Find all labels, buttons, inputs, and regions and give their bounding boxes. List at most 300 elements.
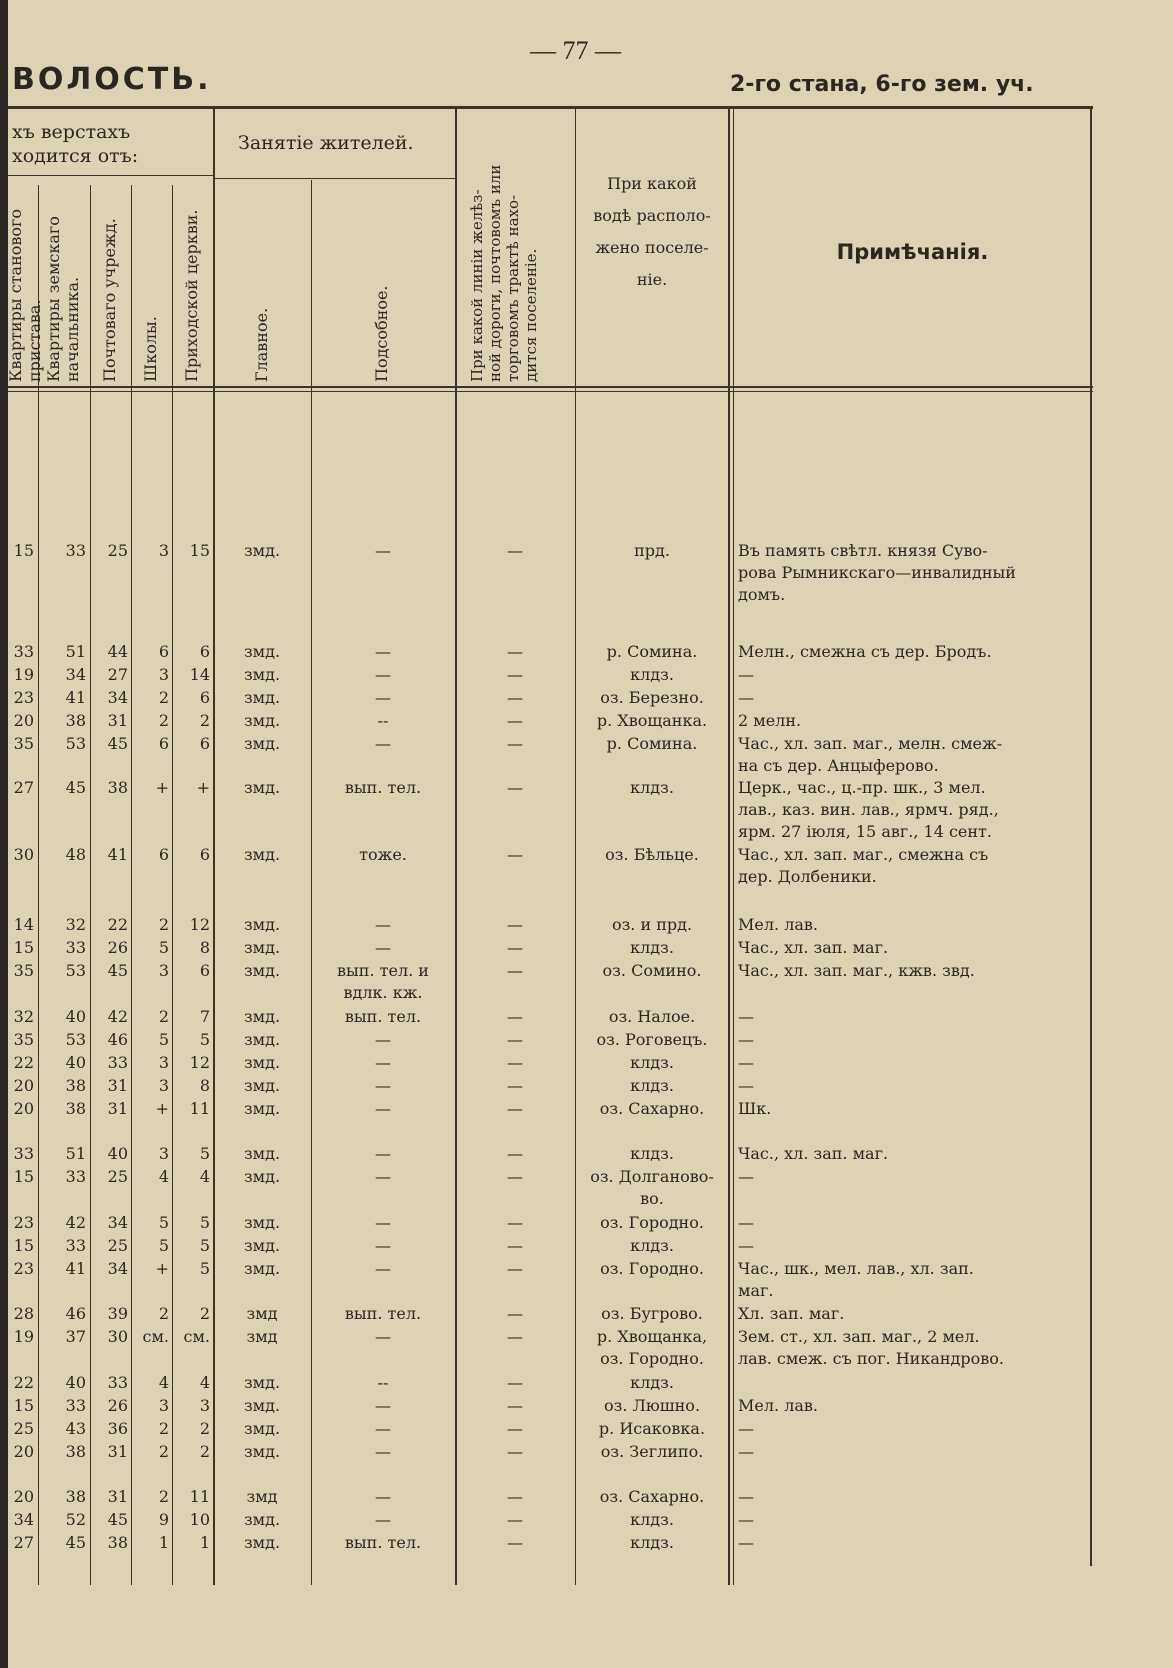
cell-c2 (40, 960, 86, 982)
cell-c1-line: 32 (13, 1007, 34, 1026)
cell-main (216, 1166, 308, 1188)
cell-c2-line: 38 (65, 1487, 86, 1506)
cell-aux-line: -- (377, 1373, 389, 1392)
cell-road-line: — (507, 1510, 523, 1529)
cell-c2 (40, 1075, 86, 1097)
cell-road-line: — (507, 1304, 523, 1323)
cell-notes-line: — (738, 1236, 754, 1255)
cell-water-line: оз. Городно. (600, 1213, 704, 1232)
cell-water-line: оз. Сахарно. (599, 1099, 705, 1118)
cell-c5 (174, 1395, 210, 1417)
cell-road (458, 664, 572, 686)
cell-c3-line: 26 (107, 938, 128, 957)
cell-aux-line: вып. тел. и (337, 961, 429, 980)
cell-aux-line: — (375, 541, 391, 560)
cell-aux (313, 687, 453, 709)
cell-c4 (133, 1052, 169, 1074)
cell-water (578, 1052, 726, 1074)
cell-c4 (133, 641, 169, 663)
cell-c3 (92, 1486, 128, 1508)
cell-notes (738, 1326, 1088, 1370)
cell-road (458, 540, 572, 562)
cell-c3-line: 34 (107, 688, 128, 707)
col-header-stan-line-1: Квартиры станового (6, 208, 25, 382)
cell-water (578, 1372, 726, 1394)
cell-c3-line: 31 (107, 1099, 128, 1118)
cell-main (216, 664, 308, 686)
cell-c1-line: 34 (13, 1510, 34, 1529)
cell-c2 (40, 1372, 86, 1394)
cell-c3-line: 30 (107, 1327, 128, 1346)
cell-water (578, 1441, 726, 1463)
cell-water-line: оз. Налое. (608, 1007, 696, 1026)
cell-c1-line: 25 (13, 1419, 34, 1438)
cell-notes-line: Хл. зап. маг. (738, 1304, 845, 1323)
cell-road-line: — (507, 1327, 523, 1346)
cell-notes-line: Мел. лав. (738, 915, 818, 934)
cell-c5-line: 8 (199, 938, 210, 957)
cell-c5-line: 4 (199, 1167, 210, 1186)
cell-c3-line: 25 (107, 1236, 128, 1255)
cell-road-line: — (507, 1007, 523, 1026)
cell-c3-line: 46 (107, 1030, 128, 1049)
cell-notes (738, 1235, 1088, 1257)
cell-c2 (40, 1052, 86, 1074)
cell-c4-line: 4 (158, 1167, 169, 1186)
cell-water-line: клдз. (630, 1510, 674, 1529)
cell-notes-line: на съ дер. Анцыферово. (738, 756, 939, 775)
col-header-post-text: Почтоваго учрежд. (100, 218, 119, 382)
cell-c2-line: 48 (65, 845, 86, 864)
cell-aux-line: -- (377, 711, 389, 730)
cell-c4 (133, 960, 169, 982)
cell-c3-line: 39 (107, 1304, 128, 1323)
cell-aux-line: вып. тел. (344, 1533, 422, 1552)
cell-c2 (40, 1212, 86, 1234)
cell-water-line: прд. (634, 541, 670, 560)
cell-c2-line: 43 (65, 1419, 86, 1438)
cell-main-line: змд. (243, 961, 281, 980)
cell-notes-line: Час., хл. зап. маг., кжв. звд. (738, 961, 975, 980)
cell-c2-line: 33 (65, 541, 86, 560)
cell-c2 (40, 1029, 86, 1051)
cell-notes (738, 1075, 1088, 1097)
cell-c2 (40, 733, 86, 755)
col-header-water-line-3: жено поселе- (595, 238, 709, 257)
cell-c2 (40, 777, 86, 799)
cell-aux-line: — (375, 1487, 391, 1506)
cell-c3-line: 38 (107, 778, 128, 797)
cell-c2-line: 51 (65, 642, 86, 661)
col-header-zemsky (44, 216, 82, 382)
cell-c4-line: 2 (158, 1442, 169, 1461)
col-header-water-line-4: ніе. (636, 270, 668, 289)
cell-aux (313, 1303, 453, 1325)
cell-road-line: — (507, 711, 523, 730)
cell-c5 (174, 1532, 210, 1554)
col-divider-9b (733, 108, 734, 1585)
distance-group-line-1: хъ верстахъ (12, 121, 131, 143)
cell-notes (738, 1166, 1088, 1188)
cell-main (216, 777, 308, 799)
cell-water (578, 1532, 726, 1554)
cell-water (578, 1418, 726, 1440)
cell-aux (313, 733, 453, 755)
cell-aux (313, 1258, 453, 1280)
cell-c1-line: 22 (13, 1053, 34, 1072)
cell-main (216, 1372, 308, 1394)
cell-c5 (174, 1235, 210, 1257)
cell-aux (313, 641, 453, 663)
cell-notes (738, 1418, 1088, 1440)
cell-water-line: оз. Сомино. (602, 961, 702, 980)
cell-c2 (40, 1006, 86, 1028)
cell-water (578, 733, 726, 755)
cell-water-line: оз. Долганово- (590, 1167, 714, 1186)
cell-water (578, 1098, 726, 1120)
cell-c2 (40, 1166, 86, 1188)
cell-c3 (92, 914, 128, 936)
cell-water (578, 687, 726, 709)
cell-c1 (10, 1372, 34, 1394)
cell-c4-line: 3 (158, 665, 169, 684)
cell-c1 (10, 1235, 34, 1257)
cell-c1-line: 28 (13, 1304, 34, 1323)
cell-notes (738, 1212, 1088, 1234)
cell-notes-line: — (738, 1487, 754, 1506)
cell-notes (738, 777, 1088, 843)
cell-road-line: — (507, 1533, 523, 1552)
cell-main-line: змд. (243, 1144, 281, 1163)
cell-notes-line: — (738, 1213, 754, 1232)
cell-aux (313, 1098, 453, 1120)
cell-water-line: клдз. (630, 1533, 674, 1552)
cell-c5 (174, 937, 210, 959)
cell-notes (738, 960, 1088, 982)
col-header-aux (372, 285, 391, 382)
col-header-zemsky-line-1: Квартиры земскаго (44, 216, 63, 382)
cell-c4 (133, 1006, 169, 1028)
cell-main (216, 937, 308, 959)
cell-c3-line: 45 (107, 1510, 128, 1529)
cell-main-line: змд. (243, 1442, 281, 1461)
cell-c5 (174, 1258, 210, 1280)
cell-road-line: — (507, 1236, 523, 1255)
cell-road-line: — (507, 778, 523, 797)
cell-aux (313, 914, 453, 936)
cell-water (578, 1143, 726, 1165)
cell-c4 (133, 914, 169, 936)
cell-road (458, 1006, 572, 1028)
cell-c5-line: 4 (199, 1373, 210, 1392)
cell-c1-line: 30 (13, 845, 34, 864)
cell-c4-line: 3 (158, 1076, 169, 1095)
cell-c4 (133, 1143, 169, 1165)
cell-c4 (133, 1166, 169, 1188)
cell-road (458, 1395, 572, 1417)
cell-c5 (174, 1075, 210, 1097)
col-header-road-line-2: ной дороги, почтовомъ или (486, 164, 504, 382)
cell-main-line: змд. (243, 711, 281, 730)
cell-c5-line: 2 (199, 1419, 210, 1438)
cell-c5 (174, 1098, 210, 1120)
cell-c5-line: 5 (199, 1236, 210, 1255)
cell-c3 (92, 710, 128, 732)
col-header-road (468, 165, 540, 382)
cell-c5 (174, 1006, 210, 1028)
cell-c1-line: 35 (13, 734, 34, 753)
cell-water-line: оз. Зеглипо. (600, 1442, 704, 1461)
cell-notes (738, 710, 1088, 732)
col-header-school (141, 316, 160, 382)
cell-c1-line: 19 (13, 665, 34, 684)
cell-c5-line: 10 (189, 1510, 210, 1529)
cell-c1 (10, 777, 34, 799)
cell-c2-line: 33 (65, 1236, 86, 1255)
cell-notes-line: — (738, 1442, 754, 1461)
cell-road (458, 641, 572, 663)
cell-aux (313, 1212, 453, 1234)
cell-c2-line: 38 (65, 1099, 86, 1118)
cell-c1 (10, 1166, 34, 1188)
cell-main (216, 1326, 308, 1348)
cell-road-line: — (507, 845, 523, 864)
cell-c1-line: 35 (13, 961, 34, 980)
cell-notes-line: лав. смеж. съ пог. Никандрово. (738, 1349, 1004, 1368)
cell-c5 (174, 844, 210, 866)
cell-c1 (10, 1532, 34, 1554)
cell-c3-line: 31 (107, 1076, 128, 1095)
cell-main-line: змд. (243, 1007, 281, 1026)
cell-c5 (174, 1326, 210, 1348)
col-divider-8 (575, 108, 576, 1585)
cell-c5-line: 8 (199, 1076, 210, 1095)
cell-c5-line: 11 (189, 1487, 210, 1506)
cell-notes (738, 1441, 1088, 1463)
cell-road (458, 1532, 572, 1554)
cell-main-line: змд (246, 1304, 278, 1323)
cell-main-line: змд. (243, 1167, 281, 1186)
cell-road-line: — (507, 541, 523, 560)
cell-c3-line: 22 (107, 915, 128, 934)
cell-road-line: — (507, 1373, 523, 1392)
cell-notes (738, 1509, 1088, 1531)
cell-notes-line: Мел. лав. (738, 1396, 818, 1415)
cell-c2 (40, 664, 86, 686)
cell-water-line: оз. Березно. (600, 688, 704, 707)
col-divider-4 (172, 185, 173, 1585)
cell-road-line: — (507, 1144, 523, 1163)
cell-water-line: клдз. (630, 1236, 674, 1255)
cell-c2 (40, 914, 86, 936)
cell-c5 (174, 1486, 210, 1508)
cell-aux-line: — (375, 688, 391, 707)
cell-c5-line: 12 (189, 1053, 210, 1072)
cell-c3 (92, 687, 128, 709)
cell-notes-line: рова Рымникскаго—инвалидный (738, 563, 1016, 582)
cell-water-line: клдз. (630, 1373, 674, 1392)
cell-notes (738, 1052, 1088, 1074)
cell-c3-line: 31 (107, 1442, 128, 1461)
cell-c1-line: 27 (13, 778, 34, 797)
cell-notes (738, 641, 1088, 663)
cell-c3-line: 27 (107, 665, 128, 684)
cell-aux-line: — (375, 1442, 391, 1461)
cell-c4-line: см. (142, 1327, 169, 1346)
cell-main-line: змд. (243, 1510, 281, 1529)
cell-water (578, 1303, 726, 1325)
cell-c3-line: 34 (107, 1213, 128, 1232)
cell-main (216, 733, 308, 755)
cell-water (578, 914, 726, 936)
cell-notes-line: лав., каз. вин. лав., ярмч. ряд., (738, 800, 999, 819)
cell-water-line: оз. Бѣльце. (605, 845, 699, 864)
cell-notes (738, 1532, 1088, 1554)
distance-group-header (12, 120, 138, 168)
cell-aux-line: — (375, 1167, 391, 1186)
cell-road (458, 1303, 572, 1325)
cell-c4 (133, 664, 169, 686)
cell-c3 (92, 937, 128, 959)
cell-notes (738, 1395, 1088, 1417)
cell-road (458, 1486, 572, 1508)
cell-aux (313, 937, 453, 959)
cell-c1 (10, 1212, 34, 1234)
cell-notes-line: — (738, 688, 754, 707)
cell-road (458, 710, 572, 732)
cell-c4-line: 3 (158, 961, 169, 980)
cell-c1 (10, 1441, 34, 1463)
cell-c5-line: 6 (199, 734, 210, 753)
cell-aux (313, 1372, 453, 1394)
cell-c2 (40, 1258, 86, 1280)
cell-notes (738, 540, 1088, 606)
cell-c2 (40, 1303, 86, 1325)
cell-notes (738, 664, 1088, 686)
cell-aux-line: — (375, 1236, 391, 1255)
cell-main (216, 1418, 308, 1440)
cell-c4 (133, 687, 169, 709)
cell-c4-line: 3 (158, 1053, 169, 1072)
cell-main (216, 1509, 308, 1531)
cell-c3 (92, 960, 128, 982)
cell-main-line: змд. (243, 1076, 281, 1095)
cell-c4 (133, 1486, 169, 1508)
cell-c3 (92, 777, 128, 799)
cell-water (578, 710, 726, 732)
cell-c1-line: 15 (13, 1167, 34, 1186)
cell-c5 (174, 1052, 210, 1074)
cell-road-line: — (507, 688, 523, 707)
cell-aux-line: — (375, 1030, 391, 1049)
cell-c1-line: 15 (13, 1396, 34, 1415)
cell-c1 (10, 844, 34, 866)
cell-c2-line: 52 (65, 1510, 86, 1529)
cell-aux (313, 1052, 453, 1074)
cell-c5 (174, 1418, 210, 1440)
cell-c5-line: 5 (199, 1030, 210, 1049)
cell-water-line: р. Исаковка. (598, 1419, 706, 1438)
cell-water (578, 960, 726, 982)
cell-road-line: — (507, 1076, 523, 1095)
cell-c4 (133, 937, 169, 959)
cell-road (458, 1098, 572, 1120)
cell-aux (313, 1441, 453, 1463)
cell-notes-line: маг. (738, 1281, 774, 1300)
cell-c5 (174, 1303, 210, 1325)
cell-aux (313, 1532, 453, 1554)
cell-aux-line: — (375, 1510, 391, 1529)
cell-c1 (10, 540, 34, 562)
cell-c2-line: 40 (65, 1053, 86, 1072)
cell-c4-line: + (155, 1099, 169, 1118)
cell-road (458, 1372, 572, 1394)
cell-c2 (40, 1509, 86, 1531)
cell-c3-line: 44 (107, 642, 128, 661)
cell-c2-line: 32 (65, 915, 86, 934)
cell-road-line: — (507, 665, 523, 684)
cell-main (216, 710, 308, 732)
cell-main-line: змд. (243, 778, 281, 797)
cell-water (578, 1075, 726, 1097)
cell-c4 (133, 733, 169, 755)
cell-c1-line: 20 (13, 1487, 34, 1506)
cell-road (458, 1326, 572, 1348)
cell-c4-line: 2 (158, 1304, 169, 1323)
cell-c1-line: 14 (13, 915, 34, 934)
cell-c1-line: 23 (13, 688, 34, 707)
cell-c4-line: 5 (158, 1236, 169, 1255)
cell-main-line: змд. (243, 734, 281, 753)
cell-road-line: — (507, 1419, 523, 1438)
cell-c4-line: + (155, 778, 169, 797)
page-number: — 77 — (530, 36, 621, 65)
cell-c2 (40, 1235, 86, 1257)
cell-aux-line: тоже. (359, 845, 407, 864)
cell-c1 (10, 1258, 34, 1280)
cell-c4-line: 6 (158, 734, 169, 753)
cell-c3 (92, 844, 128, 866)
cell-c1-line: 33 (13, 1144, 34, 1163)
cell-road (458, 1052, 572, 1074)
cell-main (216, 1006, 308, 1028)
cell-c5-line: 5 (199, 1144, 210, 1163)
cell-road (458, 1212, 572, 1234)
cell-c3 (92, 1326, 128, 1348)
col-header-main-text: Главное. (252, 307, 271, 382)
cell-main-line: змд (246, 1487, 278, 1506)
cell-water (578, 1509, 726, 1531)
col-divider-7 (455, 108, 457, 1585)
cell-notes-line: — (738, 1419, 754, 1438)
cell-notes-line: Шк. (738, 1099, 772, 1118)
cell-aux (313, 710, 453, 732)
cell-c5-line: 11 (189, 1099, 210, 1118)
cell-water (578, 937, 726, 959)
cell-c5-line: 15 (189, 541, 210, 560)
cell-main (216, 1441, 308, 1463)
cell-aux (313, 1509, 453, 1531)
cell-c4 (133, 844, 169, 866)
cell-main (216, 1395, 308, 1417)
cell-aux-line: — (375, 665, 391, 684)
cell-aux-line: — (375, 1327, 391, 1346)
cell-c4 (133, 540, 169, 562)
cell-c5-line: 14 (189, 665, 210, 684)
cell-road-line: — (507, 1053, 523, 1072)
cell-water-line: клдз. (630, 1144, 674, 1163)
cell-c2-line: 53 (65, 1030, 86, 1049)
